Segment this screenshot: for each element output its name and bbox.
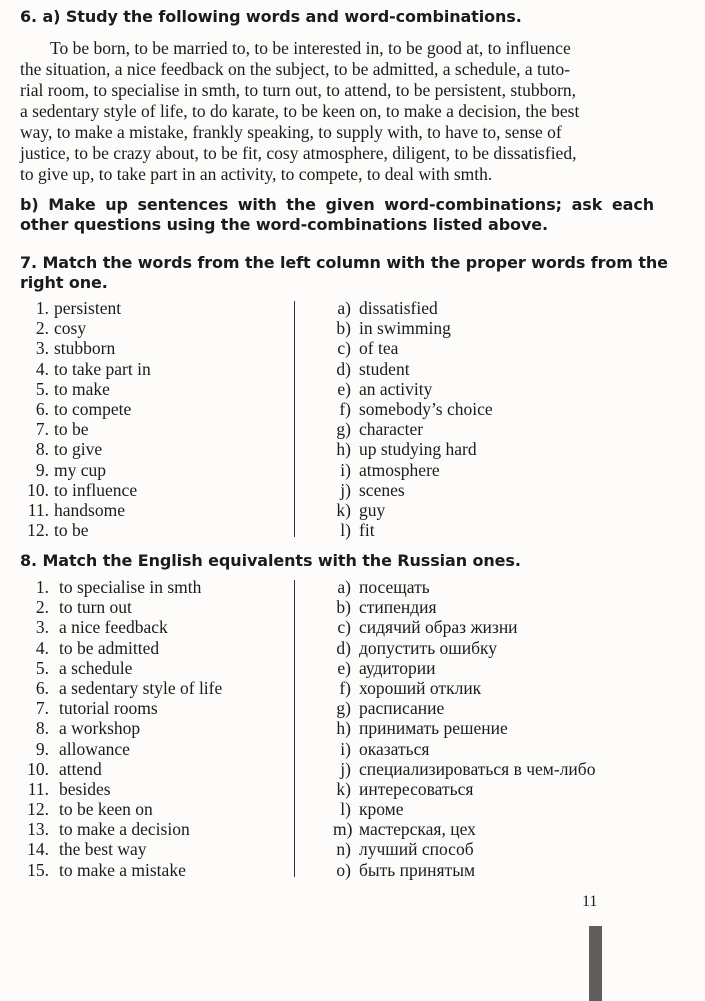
item-text: to influence bbox=[54, 479, 138, 500]
column-divider bbox=[294, 580, 295, 877]
item-marker: 10. bbox=[27, 479, 49, 500]
item-text: расписание bbox=[359, 698, 445, 719]
list-item bbox=[333, 718, 595, 738]
item-marker: b) bbox=[336, 318, 351, 339]
item-marker: 8. bbox=[35, 439, 49, 460]
list-item bbox=[20, 460, 151, 480]
list-item bbox=[333, 698, 595, 718]
list-item bbox=[333, 500, 493, 520]
word-list-line: the situation, a nice feedback on the subject, to be admitted, a schedule, a tuto- bbox=[20, 59, 571, 79]
exercise-8-left-column bbox=[20, 577, 222, 880]
item-marker: f) bbox=[339, 398, 351, 419]
item-text: to make bbox=[54, 378, 110, 399]
list-item bbox=[333, 338, 493, 358]
word-list-line: way, to make a mistake, frankly speaking, to supply with, to have to, sense of bbox=[20, 122, 562, 142]
list-item bbox=[20, 698, 222, 718]
list-item bbox=[20, 399, 151, 419]
item-marker: d) bbox=[336, 358, 351, 379]
item-marker: c) bbox=[337, 617, 351, 638]
item-text: to be admitted bbox=[59, 637, 160, 658]
item-text: to be bbox=[54, 419, 89, 440]
exercise-6b-instruction-cont: other questions using the word-combinations listed above. bbox=[20, 215, 549, 234]
exercise-7-heading: 7. Match the words from the left column with the proper words from the bbox=[20, 253, 668, 272]
list-item bbox=[20, 839, 222, 859]
item-marker: 1. bbox=[35, 577, 49, 597]
item-marker: i) bbox=[340, 459, 351, 480]
exercise-6b-instruction: b) Make up sentences with the given word-combinations; ask each bbox=[20, 195, 654, 214]
item-text: быть принятым bbox=[359, 859, 476, 880]
item-text: сидячий образ жизни bbox=[359, 617, 518, 638]
list-item bbox=[20, 718, 222, 738]
list-item bbox=[20, 480, 151, 500]
item-marker: e) bbox=[337, 657, 351, 678]
item-text: to take part in bbox=[54, 358, 151, 379]
item-text: attend bbox=[59, 758, 102, 779]
item-marker: g) bbox=[336, 419, 351, 440]
item-text: to turn out bbox=[59, 597, 132, 618]
item-text: cosy bbox=[54, 318, 87, 339]
item-text: scenes bbox=[359, 479, 405, 500]
list-item bbox=[20, 577, 222, 597]
list-item bbox=[333, 359, 493, 379]
item-marker: a) bbox=[337, 298, 351, 318]
item-text: to make a mistake bbox=[59, 859, 186, 880]
item-text: fit bbox=[359, 520, 375, 541]
item-text: of tea bbox=[359, 338, 399, 359]
item-text: the best way bbox=[59, 839, 147, 860]
item-marker: i) bbox=[340, 738, 351, 759]
item-text: a workshop bbox=[59, 718, 141, 739]
exercise-8-heading: 8. Match the English equivalents with the Russian ones. bbox=[20, 551, 521, 570]
item-text: to give bbox=[54, 439, 103, 460]
item-text: handsome bbox=[54, 499, 125, 520]
item-marker: 4. bbox=[35, 358, 49, 379]
item-marker: m) bbox=[333, 819, 353, 840]
item-marker: 6. bbox=[35, 677, 49, 698]
item-text: a schedule bbox=[59, 657, 133, 678]
list-item bbox=[333, 638, 595, 658]
item-marker: 12. bbox=[27, 520, 49, 541]
item-marker: 7. bbox=[35, 419, 49, 440]
item-marker: k) bbox=[336, 778, 351, 799]
item-text: посещать bbox=[359, 577, 430, 597]
item-text: аудитории bbox=[359, 657, 436, 678]
list-item bbox=[20, 379, 151, 399]
list-item bbox=[333, 658, 595, 678]
item-text: кроме bbox=[359, 799, 404, 820]
item-text: to be keen on bbox=[59, 799, 153, 820]
item-marker: h) bbox=[336, 718, 351, 739]
item-text: стипендия bbox=[359, 597, 437, 618]
list-item bbox=[333, 419, 493, 439]
item-marker: j) bbox=[340, 758, 351, 779]
exercise-7-left-column bbox=[20, 298, 151, 540]
item-marker: 3. bbox=[35, 617, 49, 638]
list-item bbox=[333, 799, 595, 819]
list-item bbox=[20, 739, 222, 759]
list-item bbox=[333, 678, 595, 698]
item-marker: g) bbox=[336, 698, 351, 719]
list-item bbox=[333, 739, 595, 759]
list-item bbox=[20, 799, 222, 819]
item-marker: o) bbox=[336, 859, 351, 880]
item-text: an activity bbox=[359, 378, 433, 399]
list-item bbox=[20, 617, 222, 637]
item-text: allowance bbox=[59, 738, 130, 759]
item-text: to specialise in smth bbox=[59, 577, 202, 597]
list-item bbox=[333, 839, 595, 859]
word-list-line: a sedentary style of life, to do karate, to be keen on, to make a decision, the best bbox=[20, 101, 580, 121]
item-marker: 2. bbox=[35, 597, 49, 618]
item-text: student bbox=[359, 358, 410, 379]
list-item bbox=[333, 759, 595, 779]
item-text: besides bbox=[59, 778, 111, 799]
list-item bbox=[20, 779, 222, 799]
item-text: to be bbox=[54, 520, 89, 541]
item-marker: 7. bbox=[35, 698, 49, 719]
item-marker: 3. bbox=[35, 338, 49, 359]
item-marker: l) bbox=[340, 520, 351, 541]
list-item bbox=[333, 399, 493, 419]
exercise-7-right-column bbox=[333, 298, 493, 540]
list-item bbox=[20, 439, 151, 459]
list-item bbox=[20, 298, 151, 318]
item-text: a nice feedback bbox=[59, 617, 168, 638]
item-text: хороший отклик bbox=[359, 677, 482, 698]
item-marker: j) bbox=[340, 479, 351, 500]
item-marker: a) bbox=[337, 577, 351, 597]
item-marker: 4. bbox=[35, 637, 49, 658]
item-marker: 5. bbox=[35, 378, 49, 399]
item-marker: 6. bbox=[35, 398, 49, 419]
item-text: интересоваться bbox=[359, 778, 474, 799]
item-marker: 12. bbox=[27, 799, 49, 820]
page-edge-marker bbox=[589, 926, 602, 1001]
item-text: мастерская, цех bbox=[359, 819, 476, 840]
page-number: 11 bbox=[582, 893, 598, 910]
item-marker: 9. bbox=[35, 459, 49, 480]
item-marker: 8. bbox=[35, 718, 49, 739]
list-item bbox=[20, 759, 222, 779]
list-item bbox=[20, 860, 222, 880]
item-text: somebody’s choice bbox=[359, 398, 493, 419]
list-item bbox=[333, 819, 595, 839]
word-list-line: rial room, to specialise in smth, to turn out, to attend, to be persistent, stubborn, bbox=[20, 80, 577, 100]
exercise-7-heading-cont: right one. bbox=[20, 273, 108, 292]
list-item bbox=[333, 318, 493, 338]
exercise-6-heading: 6. a) Study the following words and word-combinations. bbox=[20, 7, 522, 26]
exercise-8-right-column bbox=[333, 577, 595, 880]
item-text: оказаться bbox=[359, 738, 430, 759]
item-text: stubborn bbox=[54, 338, 116, 359]
list-item bbox=[333, 460, 493, 480]
item-marker: 13. bbox=[27, 819, 49, 840]
list-item bbox=[20, 500, 151, 520]
item-marker: 1. bbox=[35, 298, 49, 318]
item-text: to make a decision bbox=[59, 819, 190, 840]
exercise-6-word-list bbox=[20, 38, 656, 185]
list-item bbox=[20, 597, 222, 617]
list-item bbox=[333, 779, 595, 799]
item-text: допустить ошибку bbox=[359, 637, 498, 658]
item-text: принимать решение bbox=[359, 718, 508, 739]
item-marker: b) bbox=[336, 597, 351, 618]
list-item bbox=[333, 577, 595, 597]
item-text: специализироваться в чем-либо bbox=[359, 758, 596, 779]
item-marker: 5. bbox=[35, 657, 49, 678]
item-text: character bbox=[359, 419, 424, 440]
word-list-line: to give up, to take part in an activity, to compete, to deal with smth. bbox=[20, 164, 493, 184]
item-marker: 11. bbox=[27, 499, 49, 520]
list-item bbox=[333, 520, 493, 540]
list-item bbox=[20, 419, 151, 439]
item-marker: d) bbox=[336, 637, 351, 658]
item-text: tutorial rooms bbox=[59, 698, 158, 719]
item-marker: 14. bbox=[27, 839, 49, 860]
item-marker: k) bbox=[336, 499, 351, 520]
item-marker: n) bbox=[336, 839, 351, 860]
item-text: in swimming bbox=[359, 318, 451, 339]
list-item bbox=[20, 678, 222, 698]
item-text: my cup bbox=[54, 459, 107, 480]
item-text: atmosphere bbox=[359, 459, 440, 480]
list-item bbox=[20, 359, 151, 379]
item-text: a sedentary style of life bbox=[59, 677, 223, 698]
item-text: лучший способ bbox=[359, 839, 474, 860]
list-item bbox=[333, 597, 595, 617]
list-item bbox=[20, 318, 151, 338]
item-text: to compete bbox=[54, 398, 132, 419]
list-item bbox=[333, 860, 595, 880]
item-marker: h) bbox=[336, 439, 351, 460]
item-marker: e) bbox=[337, 378, 351, 399]
item-marker: l) bbox=[340, 799, 351, 820]
column-divider bbox=[294, 301, 295, 537]
item-marker: 15. bbox=[27, 859, 49, 880]
word-list-line: To be born, to be married to, to be interested in, to be good at, to influence bbox=[50, 38, 571, 58]
item-marker: 2. bbox=[35, 318, 49, 339]
item-text: persistent bbox=[54, 298, 122, 318]
list-item bbox=[20, 638, 222, 658]
list-item bbox=[333, 480, 493, 500]
list-item bbox=[20, 520, 151, 540]
list-item bbox=[20, 658, 222, 678]
item-marker: c) bbox=[337, 338, 351, 359]
item-marker: 10. bbox=[27, 758, 49, 779]
list-item bbox=[333, 617, 595, 637]
list-item bbox=[20, 819, 222, 839]
item-marker: f) bbox=[339, 677, 351, 698]
item-marker: 9. bbox=[35, 738, 49, 759]
list-item bbox=[333, 439, 493, 459]
item-text: guy bbox=[359, 499, 386, 520]
item-text: up studying hard bbox=[359, 439, 477, 460]
item-text: dissatisfied bbox=[359, 298, 438, 318]
list-item bbox=[20, 338, 151, 358]
list-item bbox=[333, 298, 493, 318]
item-marker: 11. bbox=[27, 778, 49, 799]
list-item bbox=[333, 379, 493, 399]
word-list-line: justice, to be crazy about, to be fit, cosy atmosphere, diligent, to be dissatisfied, bbox=[20, 143, 577, 163]
